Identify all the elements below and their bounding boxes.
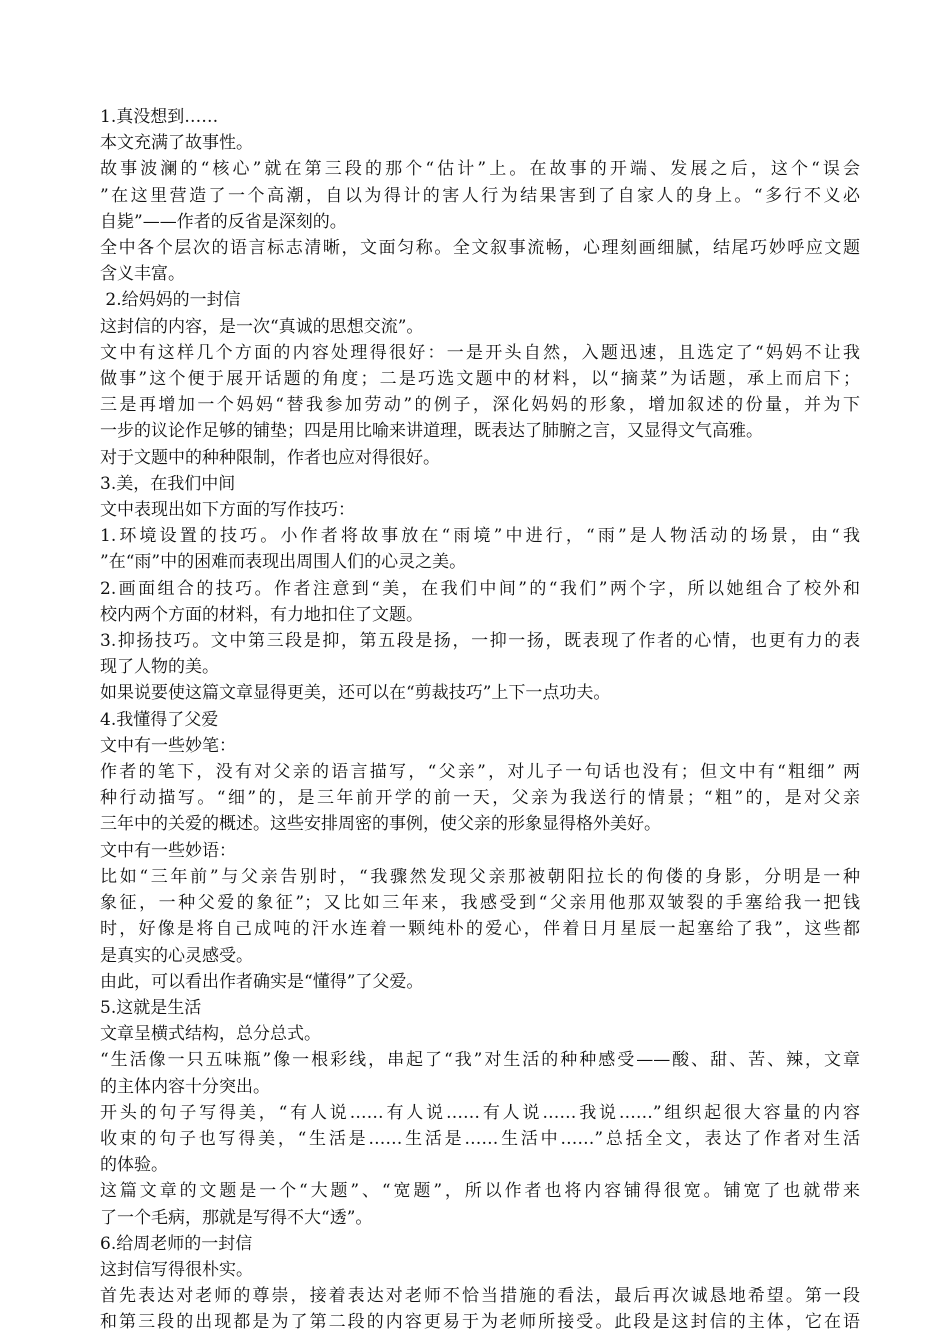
text-line: 象征，一种父爱的象征”；又比如三年来，我感受到“父亲用他那双皱裂的手塞给我一把钱 <box>100 893 860 914</box>
text-line: 本文充满了故事性。 <box>100 133 253 154</box>
text-line: 全中各个层次的语言标志清晰，文面匀称。全文叙事流畅，心理刻画细腻，结尾巧妙呼应文题 <box>100 238 860 259</box>
text-line: 文中有一些妙语： <box>100 840 236 861</box>
text-line: 收束的句子也写得美，“生活是……生活是……生活中……”总括全文，表达了作者对生活 <box>100 1128 860 1149</box>
text-line: 对于文题中的种种限制，作者也应对得很好。 <box>100 447 440 468</box>
text-line: 文中表现出如下方面的写作技巧： <box>100 500 355 521</box>
text-line: 是真实的心灵感受。 <box>100 945 253 966</box>
text-line: 首先表达对老师的尊崇，接着表达对老师不恰当措施的看法，最后再次诚恳地希望。第一段 <box>100 1286 860 1307</box>
text-line: 开头的句子写得美，“有人说……有人说……有人说……我说……”组织起很大容量的内容 <box>100 1102 860 1123</box>
text-line: 由此，可以看出作者确实是“懂得”了父爱。 <box>100 971 424 992</box>
text-line: “生活像一只五味瓶”像一根彩线，串起了“我”对生活的种种感受——酸、甜、苦、辣，文章 <box>100 1050 860 1071</box>
text-line: 一步的议论作足够的铺垫；四是用比喻来讲道理，既表达了肺腑之言，又显得文气高雅。 <box>100 421 763 442</box>
text-line: 三是再增加一个妈妈“替我参加劳动”的例子，深化妈妈的形象，增加叙述的份量，并为下 <box>100 395 860 416</box>
text-line: 如果说要使这篇文章显得更美，还可以在“剪裁技巧”上下一点功夫。 <box>100 683 611 704</box>
text-line: 6.给周老师的一封信 <box>100 1233 253 1254</box>
text-line: 1.环境设置的技巧。小作者将故事放在“雨境”中进行，“雨”是人物活动的场景，由“我 <box>100 526 860 547</box>
text-line: 种行动描写。“细”的，是三年前开学的前一天，父亲为我送行的情景；“粗”的，是对父亲 <box>100 788 860 809</box>
text-line: 时，好像是将自己成吨的汗水连着一颗纯朴的爱心，伴着日月星辰一起塞给了我”，这些都 <box>100 919 860 940</box>
text-line: 这封信的内容，是一次“真诚的思想交流”。 <box>100 316 424 337</box>
text-line: 这封信写得很朴实。 <box>100 1259 253 1280</box>
text-line: 校内两个方面的材料，有力地扣住了文题。 <box>100 604 423 625</box>
text-line: 自毙”——作者的反省是深刻的。 <box>100 211 347 232</box>
text-line: 和第三段的出现都是为了第二段的内容更易于为老师所接受。此段是这封信的主体，它在语 <box>100 1312 860 1333</box>
text-line: 的体验。 <box>100 1155 168 1176</box>
text-line: 4.我懂得了父爱 <box>100 709 219 730</box>
text-line: 的主体内容十分突出。 <box>100 1076 270 1097</box>
text-line: ”在“雨”中的困难而表现出周围人们的心灵之美。 <box>100 552 467 573</box>
text-line: 5.这就是生活 <box>100 997 202 1018</box>
text-line: 2.给妈妈的一封信 <box>100 290 241 311</box>
text-line: 了一个毛病，那就是写得不大“透”。 <box>100 1207 373 1228</box>
text-line: ”在这里营造了一个高潮，自以为得计的害人行为结果害到了自家人的身上。“多行不义必 <box>100 185 860 206</box>
text-line: 2.画面组合的技巧。作者注意到“美，在我们中间”的“我们”两个字，所以她组合了校外和 <box>100 578 860 599</box>
text-line: 作者的笔下，没有对父亲的语言描写，“父亲”，对儿子一句话也没有；但文中有“粗细” 两 <box>100 762 860 783</box>
text-line: 3.抑扬技巧。文中第三段是抑，第五段是扬，一抑一扬，既表现了作者的心情，也更有力的表 <box>100 631 860 652</box>
text-line: 含义丰富。 <box>100 264 185 285</box>
document-body <box>100 104 860 1336</box>
text-line: 文中有一些妙笔： <box>100 735 236 756</box>
text-line: 1.真没想到…… <box>100 107 219 127</box>
text-line: 3.美，在我们中间 <box>100 473 236 494</box>
text-line: 比如“三年前”与父亲告别时，“我骤然发现父亲那被朝阳拉长的佝偻的身影，分明是一种 <box>100 866 860 887</box>
text-line: 现了人物的美。 <box>100 657 219 678</box>
text-line: 三年中的关爱的概述。这些安排周密的事例，使父亲的形象显得格外美好。 <box>100 814 661 835</box>
text-line: 做事”这个便于展开话题的角度；二是巧选文题中的材料，以“摘菜”为话题，承上而启下； <box>100 369 860 390</box>
text-line: 故事波澜的“核心”就在第三段的那个“估计”上。在故事的开端、发展之后，这个“误会 <box>100 159 860 180</box>
text-line: 文章呈横式结构，总分总式。 <box>100 1024 321 1045</box>
text-line: 这篇文章的文题是一个“大题”、“宽题”，所以作者也将内容铺得很宽。铺宽了也就带来 <box>100 1181 860 1202</box>
text-line: 文中有这样几个方面的内容处理得很好：一是开头自然，入题迅速，且选定了“妈妈不让我 <box>100 342 860 363</box>
